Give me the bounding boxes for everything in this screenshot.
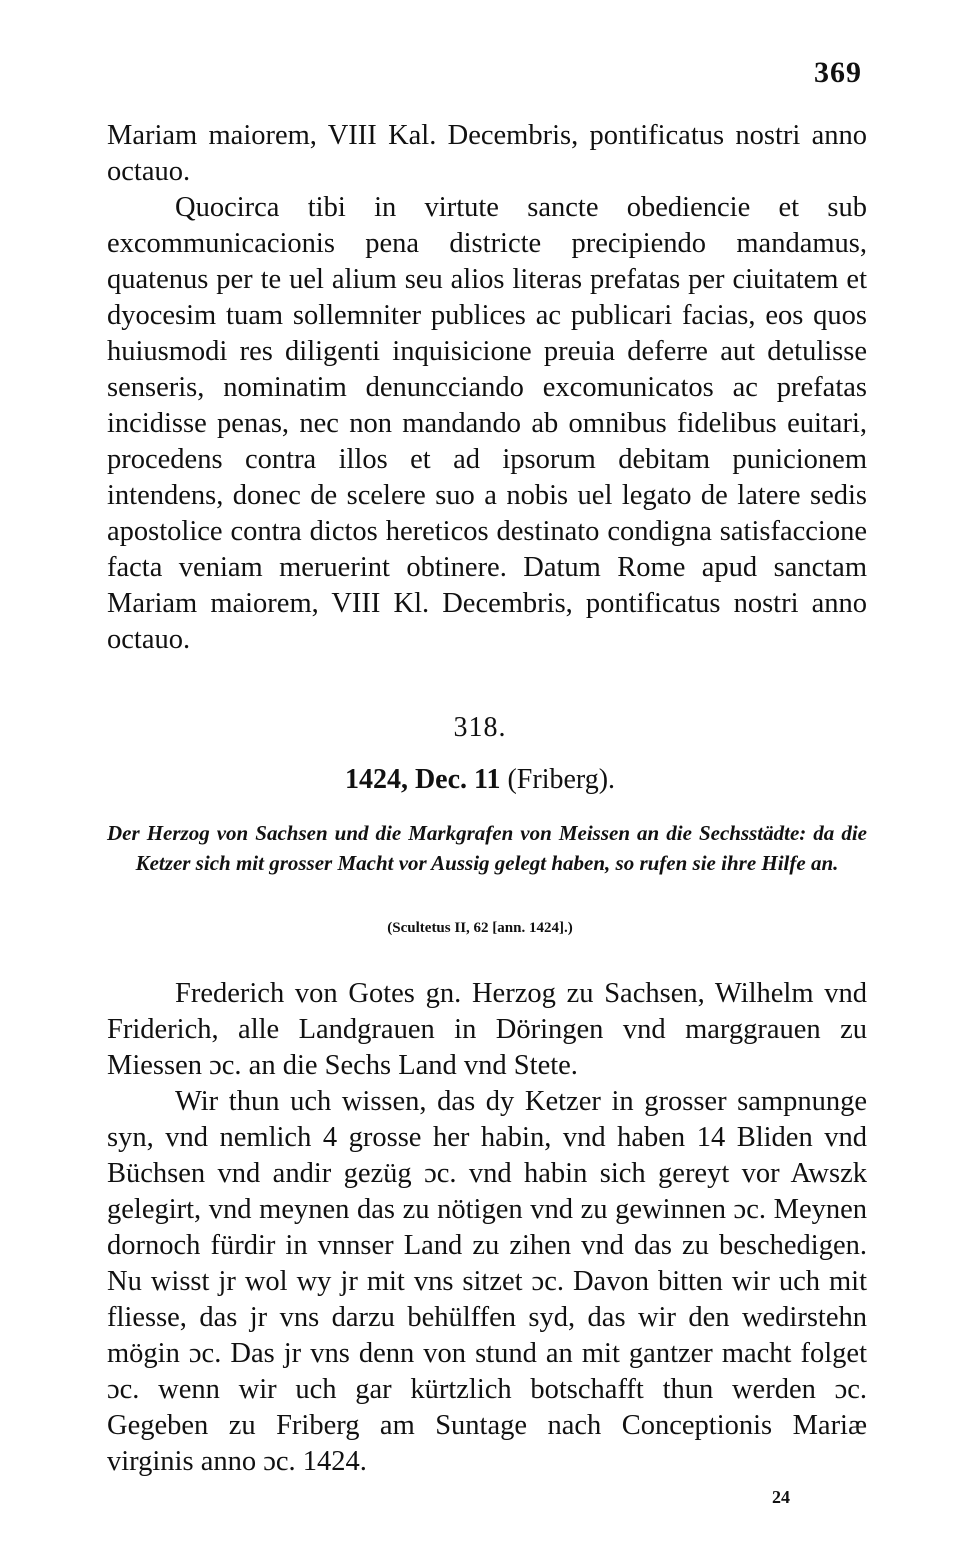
document-summary: Der Herzog von Sachsen und die Markgrafen von Meissen an die Sechsstädte: da die Ketzer sich mit grosser Macht vor Aussig gelegt haben, so rufen sie ihre Hilfe an. — [107, 821, 867, 875]
continued-text-block — [107, 118, 867, 658]
paragraph-continued: Mariam maiorem, VIII Kal. Decembris, pontificatus nostri anno octauo. — [107, 120, 867, 187]
document-source: (Scultetus II, 62 [ann. 1424].) — [387, 920, 573, 936]
paragraph-body: Wir thun uch wissen, das dy Ketzer in grosser sampnunge syn, vnd nemlich 4 grosse her habin, vnd haben 14 Bliden vnd Büchsen vnd andir gezüg ɔc. vnd habin sich gereyt vor Awszk gelegirt, vnd meynen das zu nötigen vnd zu gewinnen ɔc. Meynen dornoch fürdir in vnnser Land zu zihen vnd das zu beschedigen. Nu wisst jr wol wy jr mit vns sitzet ɔc. Davon bitten wir uch mit fliesse, das jr vns darzu behülffen syd, das wir den wedirstehn mögin ɔc. Das jr vns denn von stund an mit gantzer macht folget ɔc. wenn wir uch gar kürtzlich botschafft thun werden ɔc. Gegeben zu Friberg am Suntage nach Conceptionis Mariæ virginis anno ɔc. 1424. — [107, 1086, 867, 1477]
paragraph-quocirca: Quocirca tibi in virtute sancte obediencie et sub excommunicacionis pena districte precipiendo mandamus, quatenus per te uel alium seu alios literas prefatas per ciuitatem et dyocesim tuam sollemniter publices ac publicari facias, eos quos huiusmodi res diligenti inquisicione preuia deferre aut detulisse senseris, nominatim denuncciando excomunicatos ac prefatas incidisse penas, nec non mandando ab omnibus fidelibus euitari, procedens contra illos et ad ipsorum debitam punicionem intendens, donec de scelere suo a nobis uel legato de latere sedis apostolice contra dictos hereticos destinato condigna satisfaccione facta veniam meruerint obtinere. Datum Rome apud sanctam Mariam maiorem, VIII Kl. Decembris, pontificatus nostri anno octauo. — [107, 192, 867, 655]
document-date: 1424, Dec. 11 — [344, 764, 501, 795]
page-number: 369 — [814, 56, 862, 89]
document-date-line — [0, 764, 960, 796]
signature-mark: 24 — [772, 1487, 790, 1507]
paragraph-address: Frederich von Gotes gn. Herzog zu Sachsen, Wilhelm vnd Friderich, alle Landgrauen in Döringen vnd marggrauen zu Miessen ɔc. an die Sechs Land vnd Stete. — [107, 978, 867, 1081]
document-number: 318. — [453, 712, 507, 743]
letter-text-block — [107, 976, 867, 1480]
document-place: (Friberg). — [507, 764, 616, 795]
